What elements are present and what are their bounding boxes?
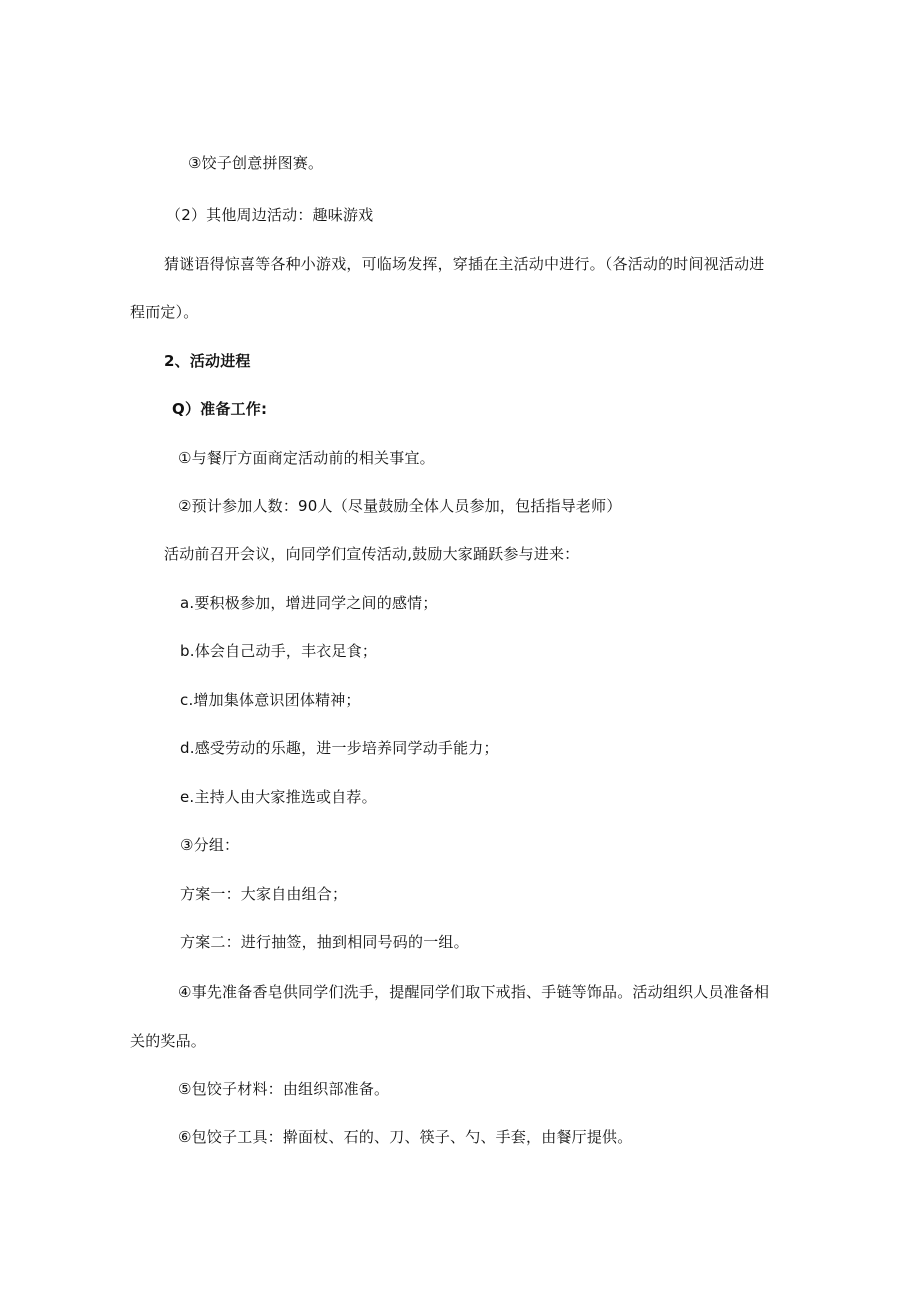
text-line: ⑥包饺子工具：擀面杖、石的、刀、筷子、勺、手套，由餐厅提供。 [178,1128,633,1146]
list-item: a.要积极参加，增进同学之间的感情； [180,594,438,612]
list-item: e.主持人由大家推选或自荐。 [180,788,377,806]
list-item: c.增加集体意识团体精神； [180,691,361,709]
text-line: 活动前召开会议，向同学们宣传活动,鼓励大家踊跃参与进来： [164,545,580,563]
text-line: 程而定）。 [130,303,199,321]
section-heading: 2、活动进程 [164,352,251,370]
text-line: ③饺子创意拼图赛。 [188,154,324,172]
text-line: 方案一：大家自由组合； [180,885,348,903]
text-line: 猜谜语得惊喜等各种小游戏，可临场发挥，穿插在主活动中进行。（各活动的时间视活动进 [164,255,765,273]
list-item: b.体会自己动手，丰衣足食； [180,642,378,660]
text-line: ①与餐厅方面商定活动前的相关事宜。 [178,449,435,467]
text-line: ④事先准备香皂供同学们洗手，提醒同学们取下戒指、手链等饰品。活动组织人员准备相 [178,983,770,1001]
text-line: 关的奖品。 [130,1032,207,1050]
text-line: ⑤包饺子材料：由组织部准备。 [178,1080,390,1098]
subsection-heading: Q）准备工作: [172,400,268,418]
list-item: d.感受劳动的乐趣，进一步培养同学动手能力； [180,739,499,757]
text-line: 方案二：进行抽签，抽到相同号码的一组。 [180,933,469,951]
text-line: ②预计参加人数：90人（尽量鼓励全体人员参加，包括指导老师） [178,497,622,515]
text-line: （2）其他周边活动：趣味游戏 [166,206,374,224]
text-line: ③分组： [180,836,240,854]
